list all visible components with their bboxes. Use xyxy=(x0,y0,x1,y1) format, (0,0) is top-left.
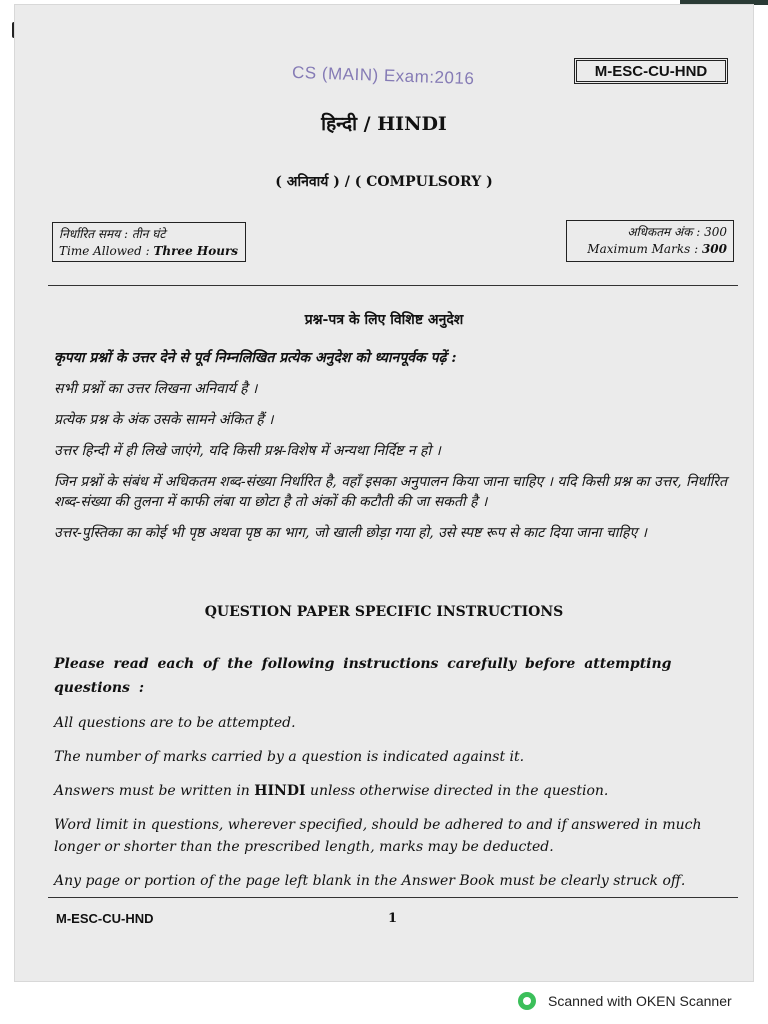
maximum-marks-english xyxy=(573,241,727,258)
hindi-instruction-item: जिन प्रश्नों के संबंध में अधिकतम शब्द-संख्या निर्धारित है, वहाँ इसका अनुपालन किया जाना चाहिए । यदि किसी प्रश्न का उत्तर, निर्धारित शब्द-संख्या की तुलना में काफी लंबा या छोटा है तो अंकों की कटौती की जा सकती है । xyxy=(54,474,727,510)
maximum-marks-box xyxy=(566,220,734,262)
time-allowed-label: Time Allowed : xyxy=(59,244,150,258)
hindi-instructions xyxy=(54,348,740,554)
footer-paper-code: M-ESC-CU-HND xyxy=(56,911,154,926)
time-allowed-box xyxy=(52,222,246,262)
hindi-instruction-item: सभी प्रश्नों का उत्तर लिखना अनिवार्य है । xyxy=(54,381,258,397)
hindi-instruction-item: प्रत्येक प्रश्न के अंक उसके सामने अंकित हैं । xyxy=(54,412,274,428)
hindi-instructions-lead: कृपया प्रश्नों के उत्तर देने से पूर्व निम्नलिखित प्रत्येक अनुदेश को ध्यानपूर्वक पढ़ें : xyxy=(54,350,457,366)
paper-subtitle: ( अनिवार्य ) / ( COMPULSORY ) xyxy=(275,174,493,190)
scanner-watermark xyxy=(518,992,732,1010)
instruction-text: unless otherwise directed in the question. xyxy=(305,783,609,799)
english-instruction-item: Any page or portion of the page left blank in the Answer Book must be clearly struck off. xyxy=(54,873,686,889)
scanner-watermark-text: Scanned with OKEN Scanner xyxy=(548,993,732,1009)
english-instructions-heading: QUESTION PAPER SPECIFIC INSTRUCTIONS xyxy=(204,604,564,620)
english-instruction-item: The number of marks carried by a question is indicated against it. xyxy=(54,749,525,765)
time-allowed-hindi: निर्धारित समय : तीन घंटे xyxy=(59,227,166,241)
hindi-instruction-item: उत्तर-पुस्तिका का कोई भी पृष्ठ अथवा पृष्ठ का भाग, जो खाली छोड़ा गया हो, उसे स्पष्ट रूप से काट दिया जाना चाहिए । xyxy=(54,525,647,541)
english-instruction-item: All questions are to be attempted. xyxy=(54,715,296,731)
footer-divider xyxy=(48,897,738,898)
english-instructions xyxy=(54,652,740,904)
hindi-instructions-heading: प्रश्न-पत्र के लिए विशिष्ट अनुदेश xyxy=(304,312,464,328)
english-instruction-item: Word limit in questions, wherever specified, should be adhered to and if answered in much longer or shorter than the prescribed length, marks may be deducted. xyxy=(54,817,702,855)
time-allowed-value: Three Hours xyxy=(153,244,239,258)
maximum-marks-value: 300 xyxy=(701,242,727,256)
scanner-logo-icon xyxy=(518,992,536,1010)
page-number: 1 xyxy=(388,911,398,926)
paper-title: हिन्दी / HINDI xyxy=(321,113,447,135)
header-divider xyxy=(48,285,738,286)
instruction-text: Answers must be written in xyxy=(54,783,255,799)
time-allowed-english xyxy=(59,243,239,260)
paper-code-box: M-ESC-CU-HND xyxy=(574,58,728,84)
maximum-marks-hindi: अधिकतम अंक : 300 xyxy=(627,225,727,239)
exam-stamp: CS (MAIN) Exam:2016 xyxy=(291,62,475,89)
instruction-emphasis: HINDI xyxy=(254,783,306,799)
maximum-marks-label: Maximum Marks : xyxy=(587,242,699,256)
english-instruction-item xyxy=(54,780,740,802)
hindi-instruction-item: उत्तर हिन्दी में ही लिखे जाएंगे, यदि किसी प्रश्न-विशेष में अन्यथा निर्दिष्ट न हो । xyxy=(54,443,441,459)
english-instructions-lead: Please read each of the following instructions carefully before attempting questions : xyxy=(54,656,672,696)
